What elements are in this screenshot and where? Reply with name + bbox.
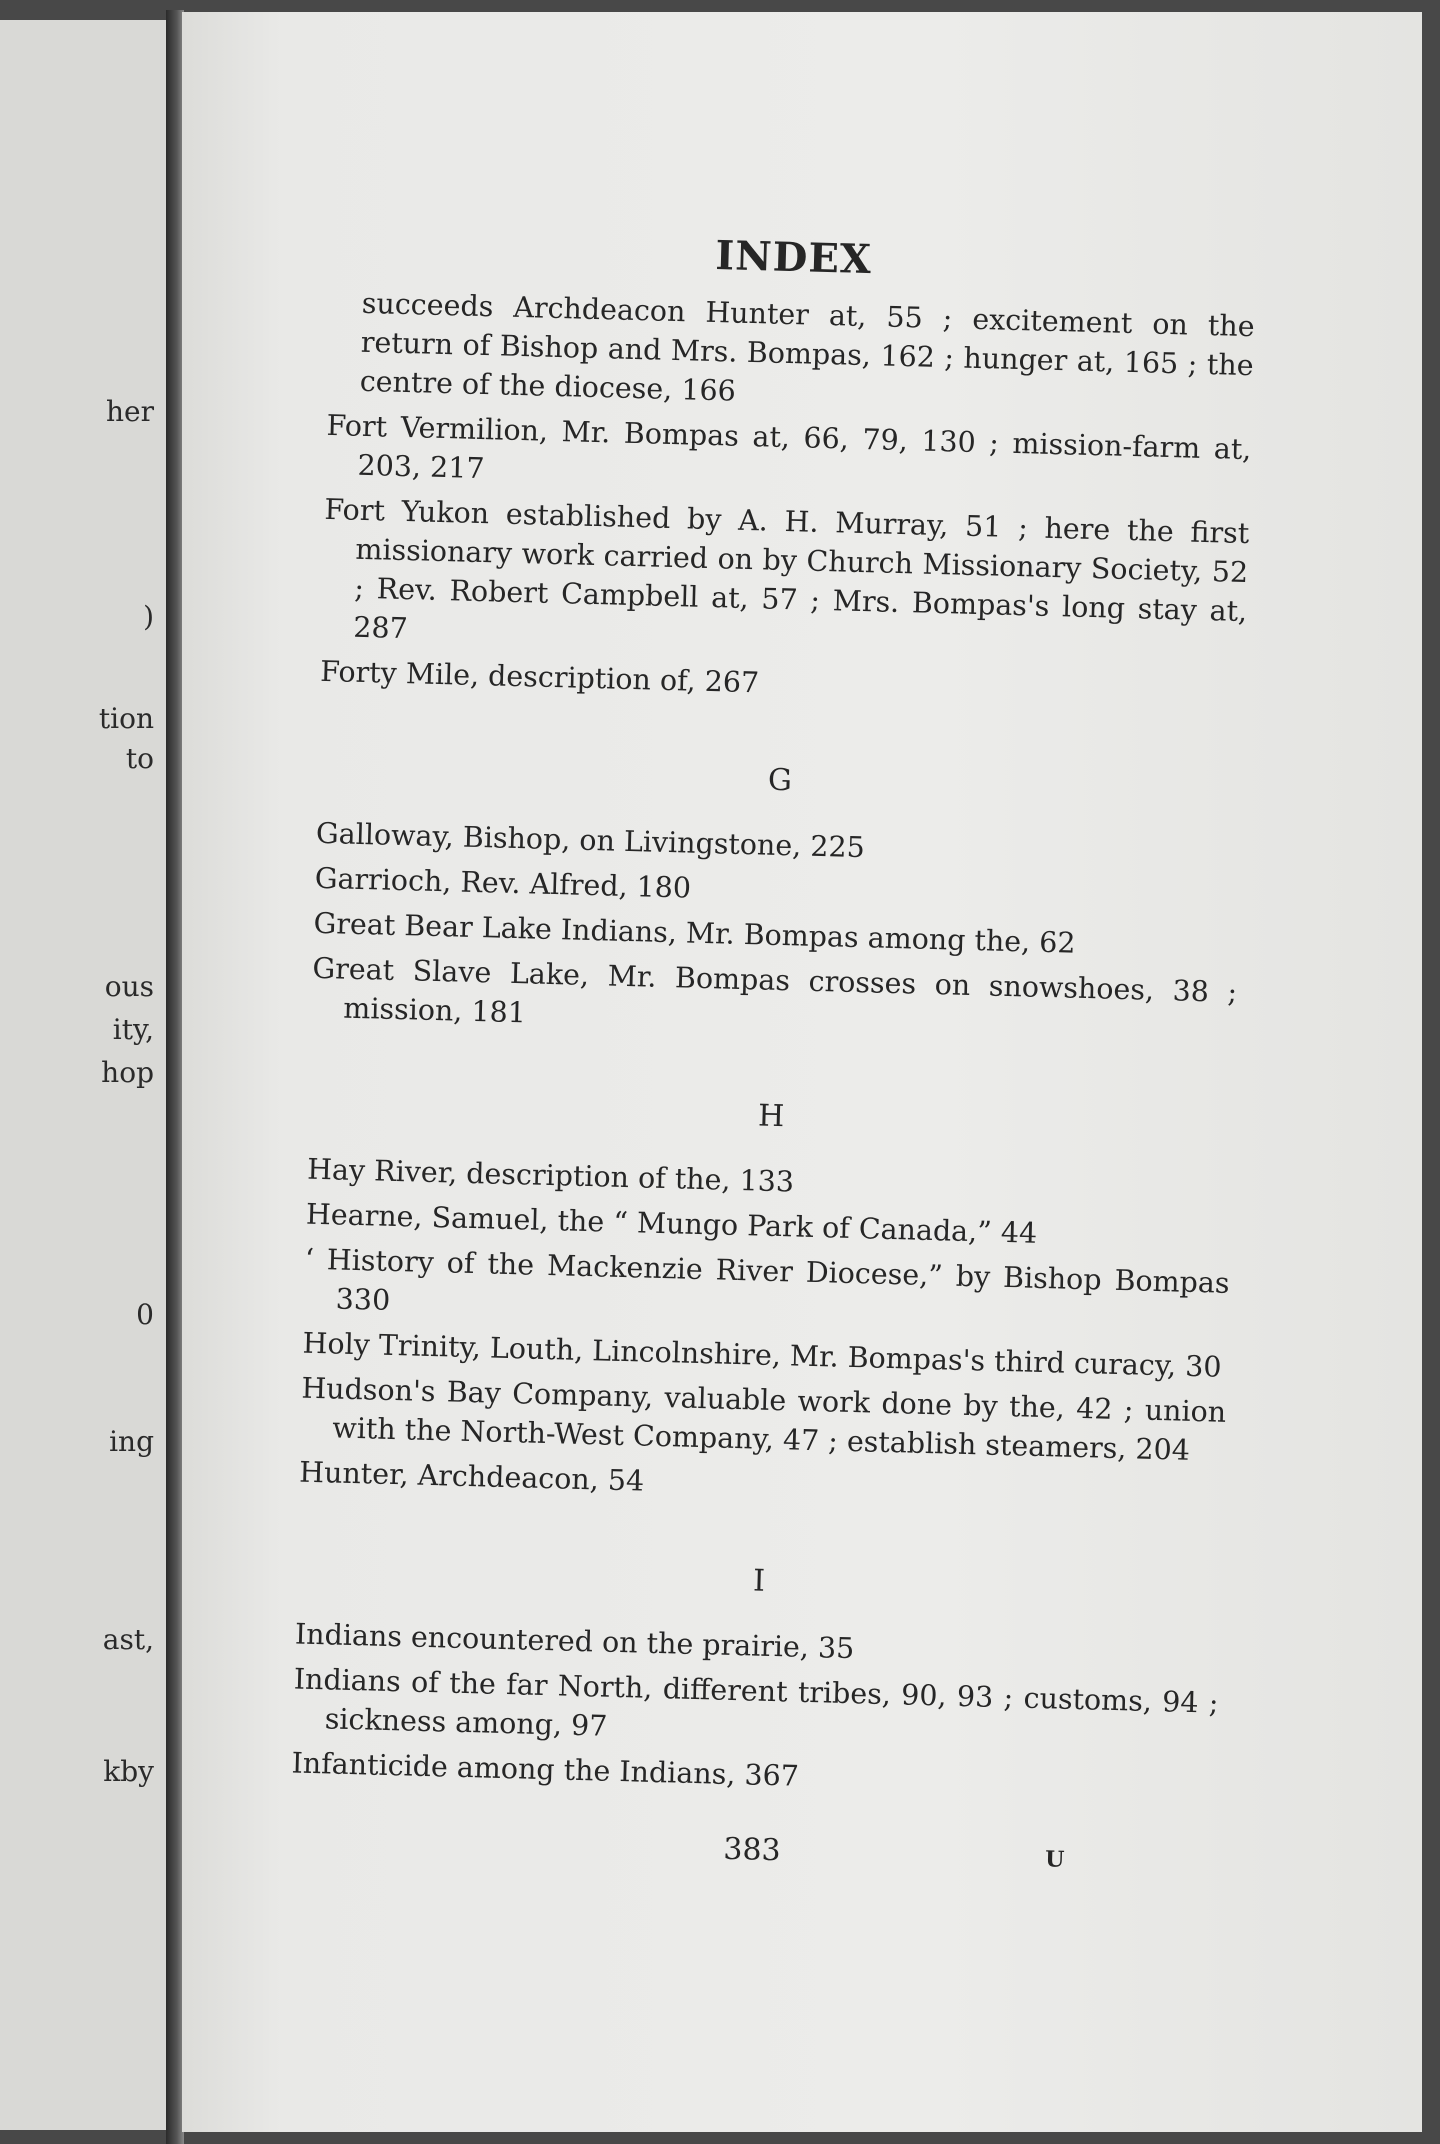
page-number-row [289, 1820, 1215, 1879]
right-page [182, 12, 1422, 2132]
left-page-fragment: hop [101, 1056, 154, 1089]
index-entry: Fort Vermilion, Mr. Bompas at, 66, 79, 130 ; mission-farm at, 203, 217 [326, 408, 1252, 486]
index-entry: Hudson's Bay Company, valuable work done by the, 42 ; union with the North-West Company, 47 ; establish steamers, 204 [301, 1371, 1227, 1467]
index-content [289, 222, 1256, 1880]
section-letter-g: G [767, 762, 793, 799]
index-entry: Hearne, Samuel, the “ Mungo Park of Canada,” 44 [305, 1197, 1038, 1250]
left-page-fragment: kby [103, 1755, 154, 1788]
index-entry: Indians of the far North, different tribes, 90, 93 ; customs, 94 ; sickness among, 97 [293, 1662, 1219, 1743]
left-page-fragment: ast, [102, 1623, 154, 1656]
index-entry: Great Slave Lake, Mr. Bompas crosses on snowshoes, 38 ; mission, 181 [312, 951, 1238, 1030]
index-entry: Fort Yukon established by A. H. Murray, 51 ; here the first missionary work carried on by Church Missionary Society, 52 ; Rev. Robert Campbell at, 57 ; Mrs. Bompas's long stay at, 287 [324, 492, 1250, 646]
section-letter-h: H [757, 1098, 785, 1135]
left-page-fragment: ing [109, 1425, 154, 1458]
index-entry: Forty Mile, description of, 267 [319, 654, 760, 700]
index-entry: Infanticide among the Indians, 367 [291, 1746, 800, 1793]
section-letter-i: I [752, 1563, 766, 1599]
page-number: 383 [722, 1831, 782, 1869]
index-entry: Holy Trinity, Louth, Lincolnshire, Mr. Bompas's third curacy, 30 [302, 1326, 1222, 1384]
left-page-fragment: ) [143, 600, 154, 633]
index-entry: ‘ History of the Mackenzie River Diocese,” by Bishop Bompas 330 [304, 1242, 1230, 1317]
index-entry: Garrioch, Rev. Alfred, 180 [314, 861, 692, 905]
left-page-fragment: ity, [112, 1013, 154, 1046]
left-page-fragment: 0 [136, 1298, 154, 1331]
index-entry: Great Bear Lake Indians, Mr. Bompas among the, 62 [313, 906, 1076, 960]
index-entry: Galloway, Bishop, on Livingstone, 225 [315, 816, 866, 865]
signature-mark: U [1044, 1846, 1065, 1873]
index-entry: Hay River, description of the, 133 [306, 1152, 795, 1199]
left-page [0, 20, 170, 2130]
left-page-fragment: tion [98, 702, 154, 735]
page-title: INDEX [714, 232, 873, 284]
index-entry-continuation: succeeds Archdeacon Hunter at, 55 ; excitement on the return of Bishop and Mrs. Bompas, 162 ; hunger at, 165 ; the centre of the diocese, 166 [359, 286, 1256, 408]
left-page-fragment: to [125, 742, 154, 775]
left-page-fragment: her [106, 395, 154, 428]
index-entry: Hunter, Archdeacon, 54 [298, 1455, 645, 1498]
left-page-fragment: ous [104, 970, 154, 1003]
index-entry: Indians encountered on the prairie, 35 [294, 1617, 855, 1666]
